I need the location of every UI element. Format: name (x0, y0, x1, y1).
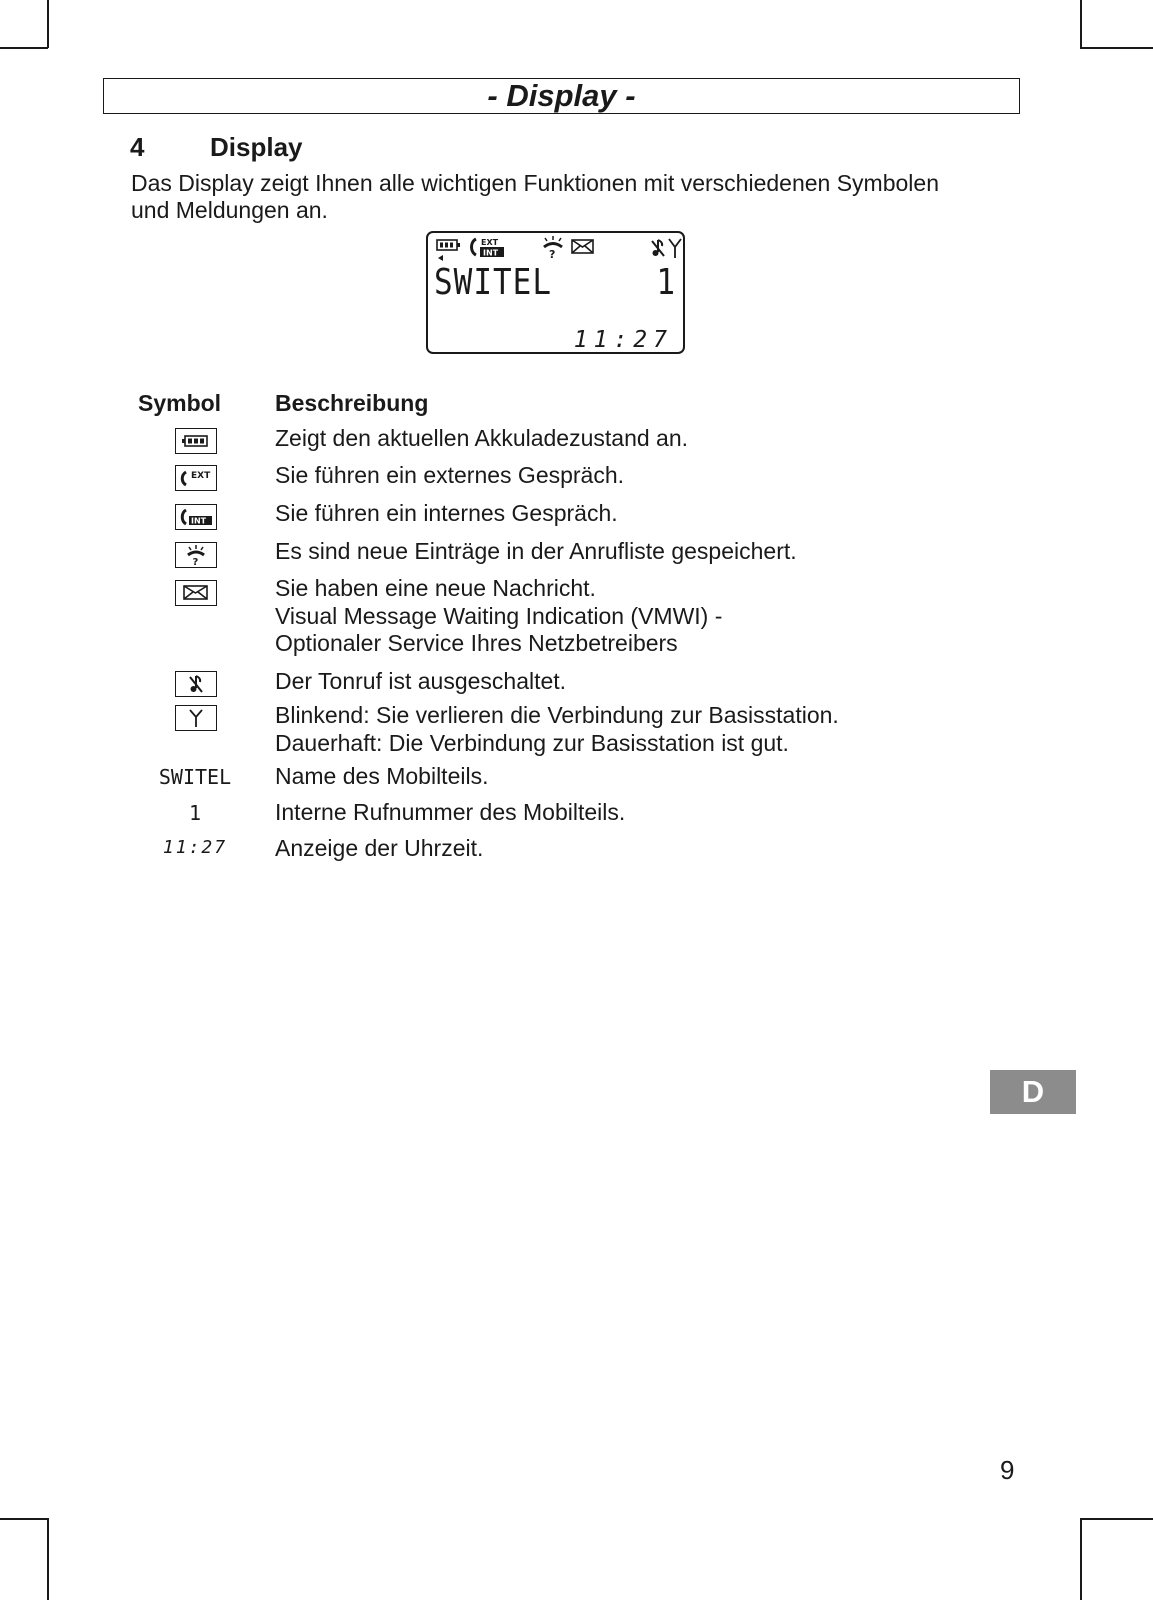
description-line: Visual Message Waiting Indication (VMWI) - (275, 602, 723, 629)
language-tab: D (990, 1070, 1076, 1114)
table-row-symbol-text: 1 (188, 801, 202, 825)
envelope-icon (183, 585, 209, 601)
intro-paragraph: Das Display zeigt Ihnen alle wichtigen Funktionen mit verschiedenen Symbolen und Meldungen an. (131, 170, 939, 223)
antenna-icon (188, 708, 204, 728)
table-row-description (275, 702, 995, 757)
description-line: Dauerhaft: Die Verbindung zur Basisstation ist gut. (275, 729, 789, 756)
ext-label: EXT (481, 238, 499, 247)
ext-label: EXT (191, 471, 211, 481)
section-number: 4 (130, 132, 145, 162)
chapter-header-title: - Display - (487, 78, 636, 113)
table-row-symbol (175, 705, 217, 731)
lcd-time: 11:27 (573, 327, 673, 353)
lcd-handset-name: SWITEL (434, 262, 552, 304)
table-row-description: Anzeige der Uhrzeit. (275, 835, 484, 861)
external-call-icon (178, 468, 214, 488)
description-line: Blinkend: Sie verlieren die Verbindung zur Basisstation. (275, 702, 839, 728)
table-header-symbol: Symbol (138, 390, 222, 416)
crop-mark-top-left (0, 47, 48, 49)
section-title: Display (210, 132, 303, 162)
battery-icon (182, 434, 210, 448)
description-line: Optionaler Service Ihres Netzbetreibers (275, 630, 678, 656)
table-row-description: Es sind neue Einträge in der Anrufliste gespeichert. (275, 538, 797, 564)
crop-mark-bottom-right (1080, 1518, 1153, 1520)
crop-mark-top-right (1080, 47, 1153, 49)
table-row-symbol (175, 542, 217, 568)
internal-call-icon (178, 507, 214, 527)
ringer-off-icon (188, 674, 204, 694)
table-row-description: Sie führen ein internes Gespräch. (275, 500, 618, 526)
missed-call-icon (540, 235, 566, 259)
table-row-symbol-text: 11:27 (162, 837, 228, 858)
table-row-symbol-text: SWITEL (158, 765, 232, 789)
battery-icon (436, 238, 462, 262)
table-row-description (275, 575, 995, 658)
crop-mark-top-left (47, 0, 49, 48)
lcd-internal-number: 1 (656, 262, 675, 304)
table-row-description: Interne Rufnummer des Mobilteils. (275, 799, 626, 825)
chapter-header (103, 78, 1020, 114)
table-row-symbol (175, 671, 217, 697)
table-row-description: Zeigt den aktuellen Akkuladezustand an. (275, 425, 689, 451)
int-label: INT (191, 516, 207, 526)
table-header-description: Beschreibung (275, 390, 429, 416)
table-row-symbol (175, 580, 217, 606)
table-row-symbol (175, 504, 217, 530)
call-ext-int-icon (468, 236, 508, 260)
lcd-display-illustration (426, 231, 685, 354)
envelope-icon (571, 239, 595, 255)
int-label: INT (483, 248, 499, 258)
page-number: 9 (1000, 1455, 1015, 1485)
crop-mark-bottom-right (1080, 1518, 1082, 1600)
antenna-icon (668, 237, 682, 259)
svg-text:?: ? (549, 248, 556, 259)
ringer-off-icon (650, 237, 666, 259)
crop-mark-top-right (1080, 0, 1082, 48)
description-line: Sie haben eine neue Nachricht. (275, 575, 596, 601)
missed-call-icon (184, 544, 208, 566)
table-row-description: Sie führen ein externes Gespräch. (275, 462, 625, 488)
table-row-description: Der Tonruf ist ausgeschaltet. (275, 668, 567, 694)
table-row-symbol (175, 428, 217, 454)
table-row-description: Name des Mobilteils. (275, 763, 489, 789)
crop-mark-bottom-left (47, 1518, 49, 1600)
crop-mark-bottom-left (0, 1518, 48, 1520)
table-row-symbol (175, 465, 217, 491)
svg-text:?: ? (192, 557, 199, 566)
